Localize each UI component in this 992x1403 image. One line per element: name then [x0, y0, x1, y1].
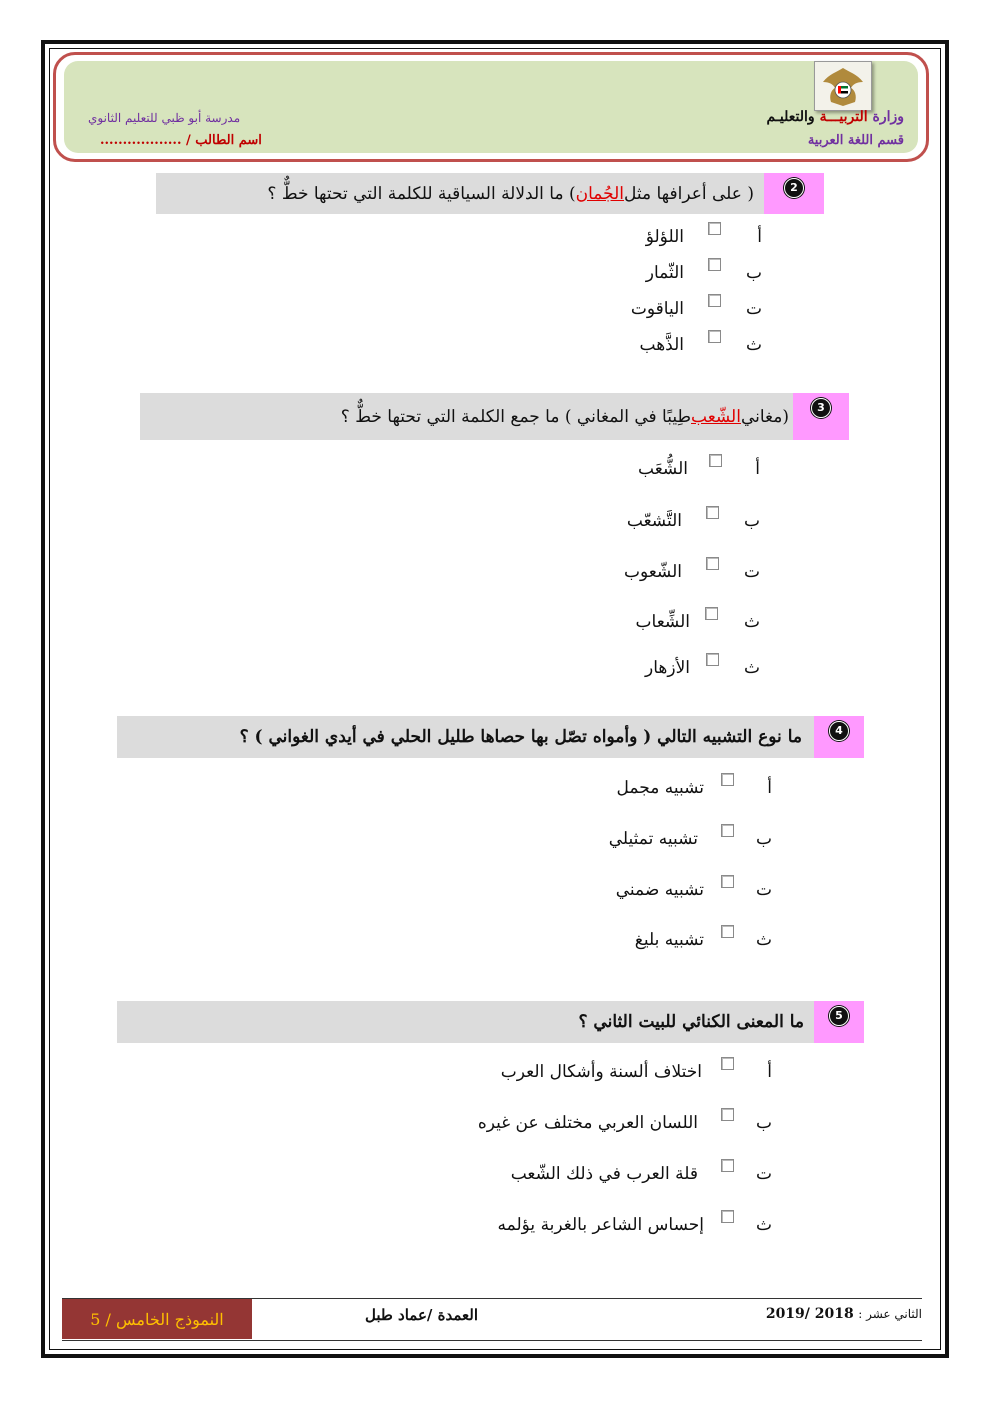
question-number: 3: [811, 398, 831, 418]
option-letter: ث: [745, 335, 762, 355]
checkbox-icon[interactable]: [721, 875, 734, 888]
option-letter: أ: [767, 1062, 772, 1082]
underlined-word: الجُمان: [575, 183, 624, 204]
author-name: العمدة /عماد طبل: [365, 1306, 478, 1324]
school-name: مدرسة أبو ظبي للتعليم الثانوي: [88, 111, 241, 125]
model-number-badge: النموذج الخامس / 5: [62, 1299, 252, 1339]
page-inner-border: [49, 48, 941, 1350]
option-row[interactable]: [600, 454, 760, 484]
option-letter: ب: [745, 263, 762, 283]
option-row[interactable]: [470, 1057, 772, 1087]
option-letter: ت: [743, 562, 760, 582]
option-letter: أ: [755, 459, 760, 479]
option-text: تشبيه ضمني: [615, 880, 704, 900]
option-text: الذَّهب: [639, 335, 684, 355]
question-bar-3: [140, 393, 849, 440]
question-number-badge: [814, 1001, 864, 1043]
option-row[interactable]: [600, 258, 762, 288]
checkbox-icon[interactable]: [721, 1159, 734, 1172]
option-letter: ث: [743, 612, 760, 632]
checkbox-icon[interactable]: [708, 330, 721, 343]
option-row[interactable]: [470, 1108, 772, 1138]
checkbox-icon[interactable]: [721, 824, 734, 837]
grade-year: الثاني عشر : 2018 /2019: [765, 1306, 922, 1322]
underlined-word: الشّعب: [691, 406, 741, 427]
option-letter: ث: [755, 1215, 772, 1235]
option-text: الشُّعَب: [638, 459, 688, 479]
footer-bottom-rule: [62, 1340, 922, 1341]
question-text: ما نوع التشبيه التالي ( وأمواه تصّل بها حصاها طليل الحلي في أيدي الغواني ) ؟: [239, 727, 802, 747]
question-text: (مغاني الشّعب طِيبًا في المغاني ) ما جمع الكلمة التي تحتها خطٌّ ؟: [340, 406, 789, 427]
option-letter: ت: [745, 299, 762, 319]
question-text: ( على أعرافها مثل الجُمان ) ما الدلالة السياقية للكلمة التي تحتها خطٌّ ؟: [267, 183, 754, 204]
question-bar-5: [117, 1001, 864, 1043]
question-bar-2: [156, 173, 824, 214]
option-text: قلة العرب في ذلك الشّعب: [510, 1164, 698, 1184]
checkbox-icon[interactable]: [706, 506, 719, 519]
checkbox-icon[interactable]: [721, 773, 734, 786]
option-text: الشّعوب: [623, 562, 682, 582]
checkbox-icon[interactable]: [721, 1210, 734, 1223]
option-text: الياقوت: [630, 299, 684, 319]
option-text: تشبيه مجمل: [616, 778, 704, 798]
option-row[interactable]: [600, 557, 760, 587]
option-text: الأزهار: [645, 658, 690, 678]
option-row[interactable]: [600, 925, 772, 955]
option-letter: ت: [755, 1164, 772, 1184]
option-row[interactable]: [600, 607, 760, 637]
option-letter: ب: [755, 1113, 772, 1133]
option-row[interactable]: [600, 653, 760, 683]
option-text: اختلاف ألسنة وأشكال العرب: [500, 1062, 702, 1082]
checkbox-icon[interactable]: [708, 258, 721, 271]
option-letter: ت: [755, 880, 772, 900]
ministry-title: وزارة التربيـــة والتعليـم: [766, 109, 904, 125]
option-text: تشبيه تمثيلي: [608, 829, 698, 849]
question-number: 2: [784, 178, 804, 198]
question-number: 4: [829, 721, 849, 741]
option-letter: أ: [757, 227, 762, 247]
checkbox-icon[interactable]: [708, 222, 721, 235]
option-text: الثّمار: [645, 263, 684, 283]
option-letter: ب: [743, 511, 760, 531]
option-letter: ث: [755, 930, 772, 950]
checkbox-icon[interactable]: [706, 557, 719, 570]
option-letter: ث: [743, 658, 760, 678]
option-row[interactable]: [600, 294, 762, 324]
option-row[interactable]: [600, 773, 772, 803]
student-name-field: اسم الطالب / ..................: [100, 133, 262, 148]
checkbox-icon[interactable]: [706, 653, 719, 666]
option-row[interactable]: [470, 1159, 772, 1189]
option-text: الشِّعاب: [635, 612, 690, 632]
question-number-badge: [814, 716, 864, 758]
department-name: قسم اللغة العربية: [807, 133, 904, 148]
option-text: إحساس الشاعر بالغربة يؤلمه: [497, 1215, 704, 1235]
question-text: ما المعنى الكنائي للبيت الثاني ؟: [578, 1012, 804, 1032]
option-text: تشبيه بليغ: [634, 930, 704, 950]
question-number: 5: [829, 1006, 849, 1026]
checkbox-icon[interactable]: [721, 925, 734, 938]
checkbox-icon[interactable]: [721, 1057, 734, 1070]
option-row[interactable]: [600, 330, 762, 360]
checkbox-icon[interactable]: [708, 294, 721, 307]
option-text: التَّشعّب: [626, 511, 682, 531]
option-letter: أ: [767, 778, 772, 798]
question-bar-4: [117, 716, 864, 758]
checkbox-icon[interactable]: [705, 607, 718, 620]
page-header: [53, 52, 929, 162]
option-row[interactable]: [600, 824, 772, 854]
option-text: اللسان العربي مختلف عن غيره: [477, 1113, 698, 1133]
option-text: اللؤلؤ: [645, 227, 684, 247]
option-row[interactable]: [600, 222, 762, 252]
question-number-badge: [764, 173, 824, 214]
option-row[interactable]: [600, 506, 760, 536]
option-letter: ب: [755, 829, 772, 849]
checkbox-icon[interactable]: [721, 1108, 734, 1121]
question-number-badge: [793, 393, 849, 440]
uae-emblem-icon: [814, 61, 872, 111]
option-row[interactable]: [470, 1210, 772, 1240]
checkbox-icon[interactable]: [709, 454, 722, 467]
option-row[interactable]: [600, 875, 772, 905]
